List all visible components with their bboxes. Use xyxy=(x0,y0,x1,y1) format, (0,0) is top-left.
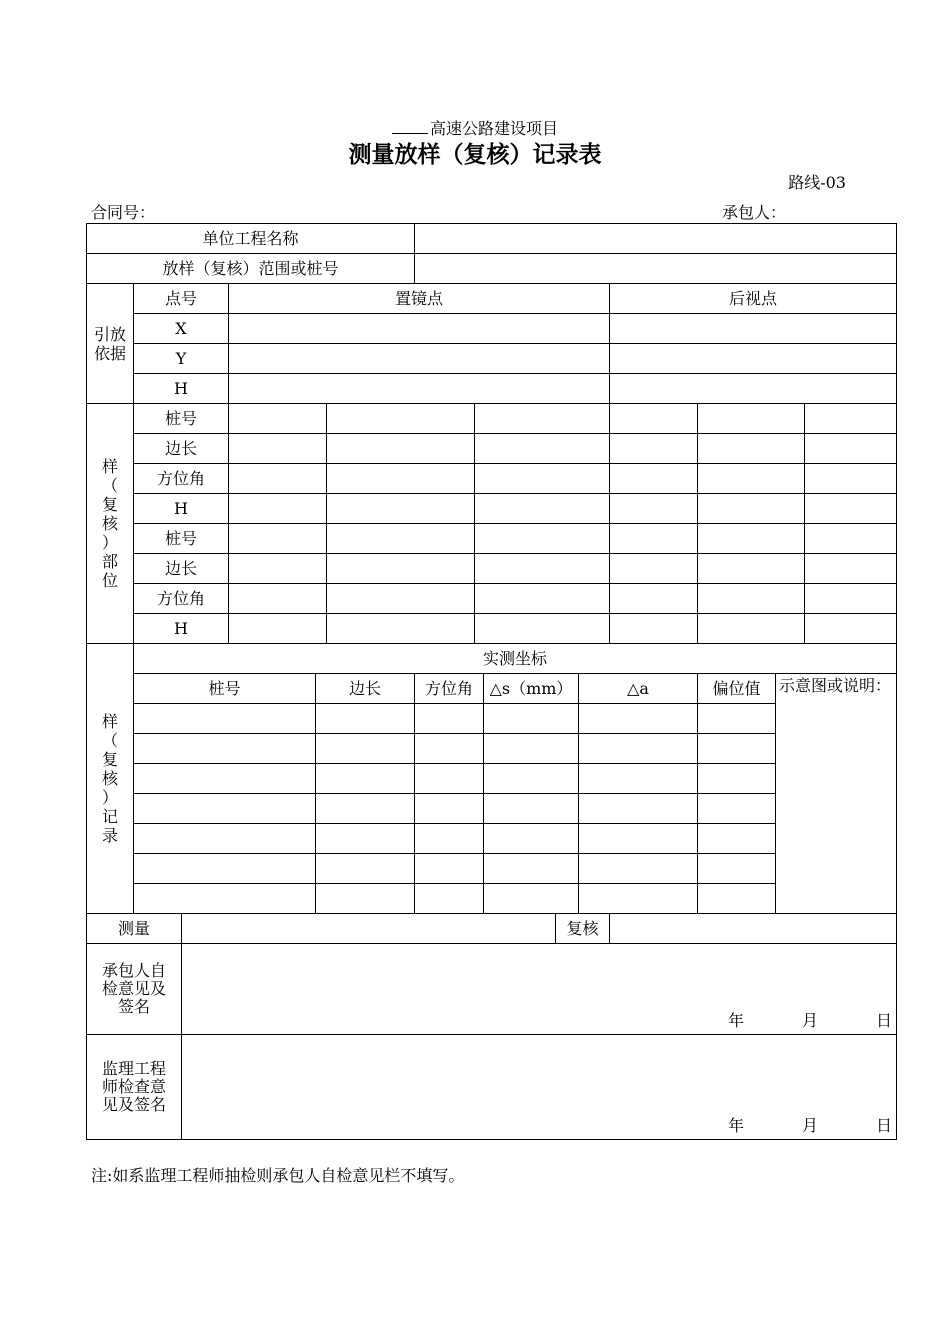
record-form-table xyxy=(86,223,897,1140)
record-coords-header-row xyxy=(87,644,897,674)
record-cell[interactable] xyxy=(698,794,776,824)
record-col-delta-a: △a xyxy=(579,674,698,704)
supervisor-opinion-row xyxy=(87,1035,897,1140)
location-cell[interactable] xyxy=(327,614,475,644)
contractor-opinion-label: 承包人自 检意见及 签名 xyxy=(87,944,182,1035)
record-cell[interactable] xyxy=(415,764,484,794)
location-cell[interactable] xyxy=(475,614,610,644)
page-title: 测量放样（复核）记录表 xyxy=(348,142,602,168)
contract-number-label: 合同号： xyxy=(91,203,156,222)
range-label: 放样（复核）范围或桩号 xyxy=(87,254,415,284)
point-number-label: 点号 xyxy=(134,284,229,314)
location-cell[interactable] xyxy=(327,464,475,494)
record-cell[interactable] xyxy=(415,794,484,824)
record-col-azimuth: 方位角 xyxy=(415,674,484,704)
location-cell[interactable] xyxy=(327,404,475,434)
location-cell[interactable] xyxy=(805,584,897,614)
location-cell[interactable] xyxy=(327,494,475,524)
location-section-label: 样 （ 复 核 ） 部 位 xyxy=(87,404,134,644)
location-cell[interactable] xyxy=(610,584,698,614)
station-value-cell[interactable] xyxy=(229,344,610,374)
location-cell[interactable] xyxy=(805,464,897,494)
location-cell[interactable] xyxy=(475,584,610,614)
location-cell[interactable] xyxy=(229,584,327,614)
location-cell[interactable] xyxy=(698,614,805,644)
project-name-blank[interactable] xyxy=(392,119,428,134)
sketch-notes-cell[interactable]: 示意图或说明： xyxy=(776,674,897,914)
location-cell[interactable] xyxy=(610,614,698,644)
survey-label: 测量 xyxy=(87,914,182,944)
record-cell[interactable] xyxy=(484,764,579,794)
record-cell[interactable] xyxy=(579,824,698,854)
project-suffix: 高速公路建设项目 xyxy=(429,119,558,138)
location-cell[interactable] xyxy=(805,494,897,524)
record-cell[interactable] xyxy=(415,854,484,884)
contractor-opinion-cell[interactable] xyxy=(182,944,897,1035)
location-cell[interactable] xyxy=(475,404,610,434)
location-cell[interactable] xyxy=(805,614,897,644)
location-cell[interactable] xyxy=(698,554,805,584)
record-col-delta-s: △s（mm） xyxy=(484,674,579,704)
record-columns-row xyxy=(87,674,897,704)
backsight-value-cell[interactable] xyxy=(610,374,897,404)
form-code: 路线-03 xyxy=(788,173,846,192)
record-row xyxy=(87,704,897,734)
record-section-label: 样 （ 复 核 ） 记 录 xyxy=(87,644,134,914)
unit-name-label: 单位工程名称 xyxy=(87,224,415,254)
location-row xyxy=(87,554,897,584)
record-cell[interactable] xyxy=(134,764,316,794)
location-cell[interactable] xyxy=(229,434,327,464)
location-row-label: 桩号 xyxy=(134,404,229,434)
location-cell[interactable] xyxy=(698,404,805,434)
supervisor-date: 年 月 日 xyxy=(728,1116,893,1135)
location-cell[interactable] xyxy=(610,494,698,524)
record-cell[interactable] xyxy=(415,884,484,914)
location-cell[interactable] xyxy=(698,584,805,614)
location-cell[interactable] xyxy=(698,464,805,494)
record-cell[interactable] xyxy=(579,734,698,764)
record-row xyxy=(87,854,897,884)
location-cell[interactable] xyxy=(229,404,327,434)
location-row-label: 桩号 xyxy=(134,524,229,554)
location-cell[interactable] xyxy=(610,554,698,584)
record-cell[interactable] xyxy=(134,824,316,854)
record-cell[interactable] xyxy=(134,854,316,884)
basis-row-label: Y xyxy=(134,344,229,374)
record-row xyxy=(87,824,897,854)
record-cell[interactable] xyxy=(484,884,579,914)
backsight-value-cell[interactable] xyxy=(610,344,897,374)
location-row-label: H xyxy=(134,494,229,524)
location-cell[interactable] xyxy=(698,494,805,524)
record-col-station: 桩号 xyxy=(134,674,316,704)
record-cell[interactable] xyxy=(316,884,415,914)
supervisor-opinion-cell[interactable] xyxy=(182,1035,897,1140)
location-cell[interactable] xyxy=(327,584,475,614)
unit-name-row xyxy=(87,224,897,254)
record-cell[interactable] xyxy=(415,824,484,854)
record-cell[interactable] xyxy=(415,704,484,734)
record-cell[interactable] xyxy=(579,764,698,794)
location-cell[interactable] xyxy=(229,494,327,524)
location-row xyxy=(87,524,897,554)
basis-header-row xyxy=(87,284,897,314)
record-col-length: 边长 xyxy=(316,674,415,704)
record-row xyxy=(87,764,897,794)
record-cell[interactable] xyxy=(698,884,776,914)
location-row xyxy=(87,434,897,464)
record-cell[interactable] xyxy=(316,794,415,824)
location-row xyxy=(87,404,897,434)
contractor-opinion-row xyxy=(87,944,897,1035)
basis-row-label: X xyxy=(134,314,229,344)
survey-row xyxy=(87,914,897,944)
range-row xyxy=(87,254,897,284)
location-cell[interactable] xyxy=(327,554,475,584)
location-row-label: 边长 xyxy=(134,434,229,464)
measured-coordinates-label: 实测坐标 xyxy=(134,644,897,674)
record-cell[interactable] xyxy=(134,884,316,914)
location-cell[interactable] xyxy=(610,404,698,434)
recheck-label: 复核 xyxy=(556,914,610,944)
footnote: 注:如系监理工程师抽检则承包人自检意见栏不填写。 xyxy=(91,1166,465,1185)
record-cell[interactable] xyxy=(415,734,484,764)
station-value-cell[interactable] xyxy=(229,374,610,404)
location-cell[interactable] xyxy=(610,464,698,494)
record-cell[interactable] xyxy=(484,704,579,734)
record-cell[interactable] xyxy=(698,704,776,734)
location-cell[interactable] xyxy=(805,434,897,464)
record-cell[interactable] xyxy=(579,854,698,884)
location-cell[interactable] xyxy=(805,554,897,584)
location-cell[interactable] xyxy=(475,524,610,554)
record-cell[interactable] xyxy=(579,704,698,734)
station-value-cell[interactable] xyxy=(229,314,610,344)
basis-row-label: H xyxy=(134,374,229,404)
location-cell[interactable] xyxy=(805,404,897,434)
basis-row xyxy=(87,314,897,344)
record-row xyxy=(87,884,897,914)
record-cell[interactable] xyxy=(134,734,316,764)
unit-name-cell[interactable] xyxy=(415,224,897,254)
location-cell[interactable] xyxy=(475,464,610,494)
location-row xyxy=(87,494,897,524)
record-cell[interactable] xyxy=(698,824,776,854)
location-cell[interactable] xyxy=(475,494,610,524)
location-row-label: 边长 xyxy=(134,554,229,584)
location-cell[interactable] xyxy=(327,524,475,554)
range-cell[interactable] xyxy=(415,254,897,284)
location-cell[interactable] xyxy=(805,524,897,554)
location-cell[interactable] xyxy=(698,434,805,464)
location-row xyxy=(87,464,897,494)
record-cell[interactable] xyxy=(316,704,415,734)
contractor-label: 承包人： xyxy=(722,203,787,222)
record-cell[interactable] xyxy=(316,734,415,764)
survey-signature-cell[interactable] xyxy=(182,914,556,944)
location-row-label: H xyxy=(134,614,229,644)
location-cell[interactable] xyxy=(475,554,610,584)
location-row xyxy=(87,614,897,644)
record-cell[interactable] xyxy=(134,794,316,824)
record-cell[interactable] xyxy=(316,764,415,794)
location-row-label: 方位角 xyxy=(134,464,229,494)
record-row xyxy=(87,794,897,824)
location-cell[interactable] xyxy=(475,434,610,464)
location-cell[interactable] xyxy=(610,434,698,464)
location-row-label: 方位角 xyxy=(134,584,229,614)
station-point-label: 置镜点 xyxy=(229,284,610,314)
location-cell[interactable] xyxy=(229,554,327,584)
record-col-offset: 偏位值 xyxy=(698,674,776,704)
record-cell[interactable] xyxy=(134,704,316,734)
backsight-value-cell[interactable] xyxy=(610,314,897,344)
location-cell[interactable] xyxy=(229,524,327,554)
record-cell[interactable] xyxy=(698,764,776,794)
basis-row xyxy=(87,374,897,404)
supervisor-opinion-label: 监理工程 师检查意 见及签名 xyxy=(87,1035,182,1140)
record-row xyxy=(87,734,897,764)
location-cell[interactable] xyxy=(610,524,698,554)
backsight-point-label: 后视点 xyxy=(610,284,897,314)
location-row xyxy=(87,584,897,614)
record-cell[interactable] xyxy=(316,854,415,884)
basis-row xyxy=(87,344,897,374)
record-cell[interactable] xyxy=(484,824,579,854)
record-cell[interactable] xyxy=(484,854,579,884)
record-cell[interactable] xyxy=(579,884,698,914)
record-cell[interactable] xyxy=(316,824,415,854)
record-cell[interactable] xyxy=(484,794,579,824)
recheck-signature-cell[interactable] xyxy=(610,914,897,944)
location-cell[interactable] xyxy=(229,464,327,494)
record-cell[interactable] xyxy=(698,854,776,884)
location-cell[interactable] xyxy=(229,614,327,644)
basis-section-label: 引放 依据 xyxy=(87,284,134,404)
record-cell[interactable] xyxy=(484,734,579,764)
location-cell[interactable] xyxy=(698,524,805,554)
record-cell[interactable] xyxy=(579,794,698,824)
location-cell[interactable] xyxy=(327,434,475,464)
contractor-date: 年 月 日 xyxy=(728,1011,893,1030)
record-cell[interactable] xyxy=(698,734,776,764)
